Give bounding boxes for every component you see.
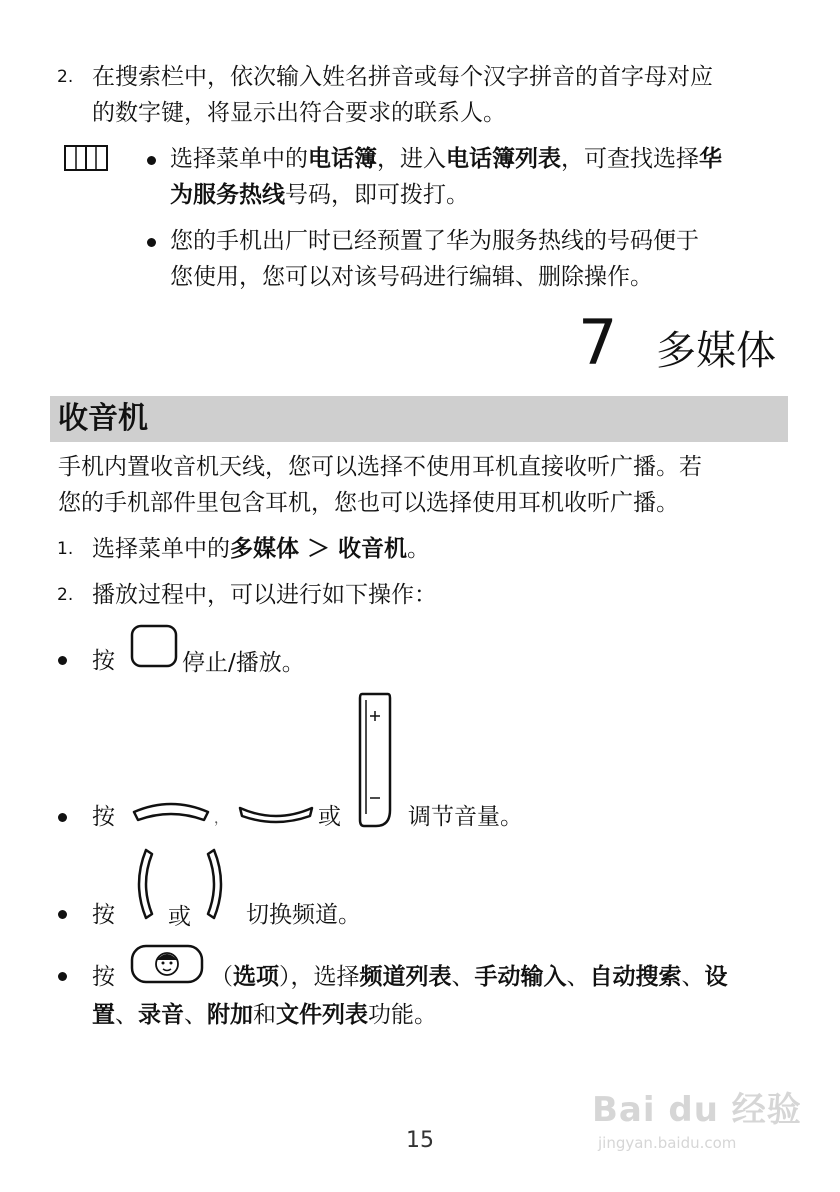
bold-term: 录音	[138, 1002, 184, 1028]
text: 、	[115, 1002, 138, 1028]
text: 号码，即可拨打。	[285, 182, 469, 208]
watermark-url: jingyan.baidu.com	[598, 1134, 737, 1152]
step-2-text: 播放过程中，可以进行如下操作：	[92, 582, 437, 608]
press-label: 按	[92, 964, 115, 990]
chapter-number: 7	[578, 306, 618, 379]
note-bullet-2-line-2: 您使用，您可以对该号码进行编辑、删除操作。	[170, 264, 653, 290]
bold-term: 电话簿列表	[446, 146, 561, 172]
step-number: 2.	[57, 67, 74, 87]
press-label: 按	[92, 902, 115, 928]
page-number: 15	[406, 1128, 434, 1153]
step-1-text	[92, 534, 430, 564]
bullet-dot	[58, 656, 67, 665]
intro-line: 您的手机部件里包含耳机，您也可以选择使用耳机收听广播。	[58, 490, 679, 516]
menu-path: 多媒体 ＞ 收音机	[230, 536, 408, 562]
chapter-title: 多媒体	[656, 328, 776, 374]
text: 。	[407, 536, 431, 562]
volume-key-icon	[356, 690, 394, 830]
bold-term: 华	[699, 146, 722, 172]
op-2-text: 调节音量。	[408, 804, 523, 830]
text: 选择菜单中的	[170, 146, 308, 172]
op-4-line-2	[92, 1000, 437, 1030]
text: 选择菜单中的	[92, 536, 230, 562]
op-1-text: 停止/播放。	[182, 650, 305, 676]
bold-term: 电话簿	[308, 146, 377, 172]
section-title: 收音机	[58, 401, 148, 436]
down-key-icon	[236, 800, 316, 826]
bold-term: 频道列表	[359, 964, 452, 990]
watermark-brand: Bai du 经验	[592, 1090, 802, 1130]
op-4-line-1	[210, 962, 728, 992]
step-text-line: 的数字键，将显示出符合要求的联系人。	[92, 100, 506, 126]
bold-term: 为服务热线	[170, 182, 285, 208]
intro-line: 手机内置收音机天线，您可以选择不使用耳机直接收听广播。若	[58, 454, 702, 480]
press-label: 按	[92, 804, 115, 830]
note-bullet-1-line-2	[170, 180, 469, 210]
text: 功能。	[368, 1002, 437, 1028]
bullet-dot	[58, 972, 67, 981]
text: 、	[184, 1002, 207, 1028]
up-key-icon	[130, 800, 212, 826]
text: （	[210, 964, 233, 990]
left-key-icon	[128, 846, 156, 922]
text: 和	[253, 1002, 276, 1028]
or-text: 或	[168, 904, 191, 930]
bullet-dot	[147, 156, 156, 165]
comma: ，	[214, 811, 228, 827]
step-number: 2.	[57, 585, 74, 605]
step-text-line: 在搜索栏中，依次输入姓名拼音或每个汉字拼音的首字母对应	[92, 64, 713, 90]
bold-term: 选项	[233, 964, 279, 990]
or-text: 或	[318, 804, 341, 830]
bullet-dot	[147, 238, 156, 247]
bold-term: 设	[704, 964, 728, 990]
op-3-text: 切换频道。	[246, 902, 361, 928]
book-icon	[64, 144, 108, 172]
bold-term: 文件列表	[276, 1002, 368, 1028]
bullet-dot	[58, 910, 67, 919]
options-key-icon	[130, 944, 204, 984]
right-key-icon	[204, 846, 232, 922]
bold-term: 附加	[207, 1002, 253, 1028]
text: ，可查找选择	[561, 146, 699, 172]
text: 、	[681, 964, 705, 990]
press-label: 按	[92, 648, 115, 674]
center-key-icon	[130, 624, 178, 668]
step-number: 1.	[57, 539, 74, 559]
bullet-dot	[58, 813, 67, 822]
bold-term: 置	[92, 1002, 115, 1028]
text: ，进入	[377, 146, 446, 172]
text: 、	[451, 964, 475, 990]
text: 、	[566, 964, 590, 990]
bold-term: 手动输入	[474, 964, 567, 990]
section-title-bar	[50, 396, 788, 442]
note-bullet-1-line-1	[170, 144, 722, 174]
note-bullet-2-line-1: 您的手机出厂时已经预置了华为服务热线的号码便于	[170, 228, 699, 254]
bold-term: 自动搜索	[589, 964, 682, 990]
text: ），选择	[279, 964, 360, 990]
